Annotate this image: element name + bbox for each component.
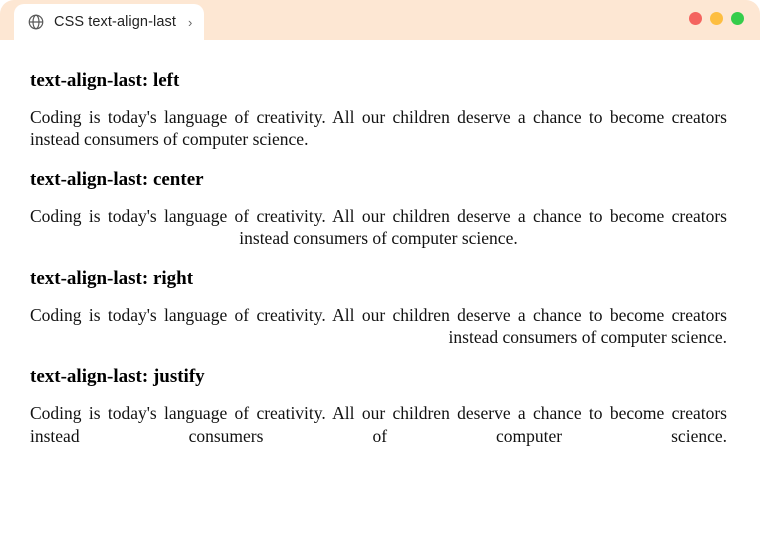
heading-text-align-last-right: text-align-last: right (30, 267, 194, 289)
window-controls (689, 12, 744, 25)
paragraph-text-align-last-right: Coding is today's language of creativity. All our children deserve a chance to become creators instead consumers of computer science. (30, 304, 727, 347)
heading-text-align-last-center: text-align-last: center (30, 168, 204, 190)
tab-title: CSS text-align-last (54, 14, 176, 30)
page-content (0, 40, 760, 447)
title-bar (0, 0, 760, 40)
chevron-right-icon[interactable]: › (187, 14, 193, 30)
heading-text-align-last-justify: text-align-last: justify (30, 366, 205, 388)
paragraph-text-align-last-left: Coding is today's language of creativity. All our children deserve a chance to become creators instead consumers of computer science. (30, 107, 727, 150)
heading-text-align-last-left: text-align-last: left (30, 70, 180, 91)
paragraph-text-align-last-center: Coding is today's language of creativity. All our children deserve a chance to become creators instead consumers of computer science. (30, 205, 727, 249)
globe-icon (26, 12, 46, 32)
browser-tab[interactable] (14, 4, 204, 40)
close-button[interactable] (689, 12, 702, 25)
maximize-button[interactable] (731, 12, 744, 25)
paragraph-text-align-last-justify: Coding is today's language of creativity. All our children deserve a chance to become creators instead consumers of computer science. (30, 403, 727, 446)
minimize-button[interactable] (710, 12, 723, 25)
